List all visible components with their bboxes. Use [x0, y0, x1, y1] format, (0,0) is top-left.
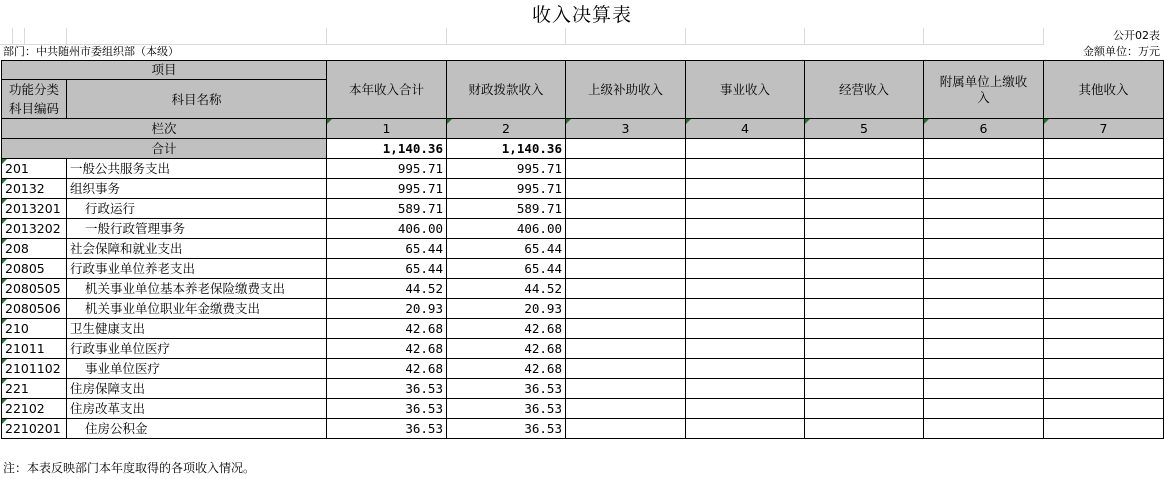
col-header-4: 事业收入: [686, 61, 805, 119]
row-code: 2013202: [2, 219, 67, 239]
row-subject-name: 机关事业单位基本养老保险缴费支出: [67, 279, 327, 299]
row-code: 2013201: [2, 199, 67, 219]
row-subject-name: 行政事业单位养老支出: [67, 259, 327, 279]
func-code-header: 功能分类科目编码: [2, 80, 67, 119]
row-value-total: 42.68: [327, 339, 447, 359]
row-value-affiliated: [924, 179, 1044, 199]
row-value-total: 65.44: [327, 239, 447, 259]
row-value-affiliated: [924, 259, 1044, 279]
row-value-other: [1044, 359, 1164, 379]
col-header-6: 附属单位上缴收入: [924, 61, 1044, 119]
row-subject-name: 住房公积金: [67, 419, 327, 439]
row-value-affiliated: [924, 339, 1044, 359]
row-value-superior: [566, 259, 686, 279]
form-code: 公开02表: [1113, 29, 1160, 42]
row-value-fiscal: 42.68: [447, 359, 566, 379]
col-header-2: 财政拨款收入: [447, 61, 566, 119]
row-subject-name: 行政运行: [67, 199, 327, 219]
row-value-operating: [805, 179, 924, 199]
row-value-affiliated: [924, 239, 1044, 259]
row-subject-name: 组织事务: [67, 179, 327, 199]
row-value-superior: [566, 419, 686, 439]
row-subject-name: 一般行政管理事务: [67, 219, 327, 239]
row-value-superior: [566, 159, 686, 179]
total-label: 合计: [2, 139, 327, 159]
row-code: 21011: [2, 339, 67, 359]
row-code: 2080505: [2, 279, 67, 299]
row-value-business: [686, 399, 805, 419]
row-value-operating: [805, 359, 924, 379]
row-value-affiliated: [924, 279, 1044, 299]
row-value-business: [686, 339, 805, 359]
row-value-total: 20.93: [327, 299, 447, 319]
row-value-total: 42.68: [327, 359, 447, 379]
row-index-5: 5: [805, 119, 924, 139]
row-code: 2210201: [2, 419, 67, 439]
row-index-1: 1: [327, 119, 447, 139]
row-value-fiscal: 65.44: [447, 259, 566, 279]
row-subject-name: 社会保障和就业支出: [67, 239, 327, 259]
row-value-operating: [805, 319, 924, 339]
row-value-affiliated: [924, 359, 1044, 379]
row-value-business: [686, 359, 805, 379]
row-index-7: 7: [1044, 119, 1164, 139]
row-code: 20132: [2, 179, 67, 199]
table-row: [2, 319, 1164, 339]
row-subject-name: 住房保障支出: [67, 379, 327, 399]
col-header-3: 上级补助收入: [566, 61, 686, 119]
row-value-business: [686, 259, 805, 279]
row-value-affiliated: [924, 199, 1044, 219]
row-code: 22102: [2, 399, 67, 419]
department-label: 部门：中共随州市委组织部（本级）: [3, 45, 179, 58]
row-value-total: 42.68: [327, 319, 447, 339]
row-value-business: [686, 299, 805, 319]
total-value-4: [686, 139, 805, 159]
row-value-superior: [566, 379, 686, 399]
row-value-other: [1044, 339, 1164, 359]
row-value-other: [1044, 159, 1164, 179]
table-row: [2, 159, 1164, 179]
row-value-business: [686, 199, 805, 219]
row-value-total: 995.71: [327, 179, 447, 199]
row-value-affiliated: [924, 299, 1044, 319]
row-value-operating: [805, 279, 924, 299]
row-value-total: 995.71: [327, 159, 447, 179]
table-row: [2, 279, 1164, 299]
total-value-3: [566, 139, 686, 159]
row-value-fiscal: 36.53: [447, 419, 566, 439]
table-row: [2, 359, 1164, 379]
row-value-other: [1044, 259, 1164, 279]
row-value-fiscal: 995.71: [447, 159, 566, 179]
row-value-operating: [805, 239, 924, 259]
row-value-other: [1044, 319, 1164, 339]
row-index-label: 栏次: [2, 119, 327, 139]
row-value-affiliated: [924, 319, 1044, 339]
row-value-other: [1044, 219, 1164, 239]
row-value-fiscal: 406.00: [447, 219, 566, 239]
row-code: 2101102: [2, 359, 67, 379]
table-row: [2, 199, 1164, 219]
total-value-2: 1,140.36: [447, 139, 566, 159]
row-value-fiscal: 995.71: [447, 179, 566, 199]
col-header-5: 经营收入: [805, 61, 924, 119]
row-value-superior: [566, 339, 686, 359]
row-value-affiliated: [924, 219, 1044, 239]
row-value-other: [1044, 379, 1164, 399]
row-value-fiscal: 36.53: [447, 379, 566, 399]
row-value-business: [686, 379, 805, 399]
row-value-business: [686, 419, 805, 439]
row-code: 2080506: [2, 299, 67, 319]
row-subject-name: 一般公共服务支出: [67, 159, 327, 179]
row-value-operating: [805, 379, 924, 399]
row-value-total: 406.00: [327, 219, 447, 239]
row-value-operating: [805, 299, 924, 319]
row-value-affiliated: [924, 399, 1044, 419]
row-code: 221: [2, 379, 67, 399]
row-value-other: [1044, 419, 1164, 439]
table-row: [2, 299, 1164, 319]
row-value-operating: [805, 399, 924, 419]
item-group-header: 项目: [2, 61, 327, 80]
row-index-3: 3: [566, 119, 686, 139]
row-value-operating: [805, 199, 924, 219]
row-value-superior: [566, 359, 686, 379]
row-value-affiliated: [924, 159, 1044, 179]
row-value-superior: [566, 179, 686, 199]
row-value-total: 44.52: [327, 279, 447, 299]
row-value-superior: [566, 319, 686, 339]
table-row: [2, 239, 1164, 259]
row-subject-name: 住房改革支出: [67, 399, 327, 419]
row-value-superior: [566, 239, 686, 259]
amount-unit-label: 金额单位：万元: [1083, 45, 1160, 58]
table-row: [2, 179, 1164, 199]
subject-name-header: 科目名称: [67, 80, 327, 119]
row-value-other: [1044, 179, 1164, 199]
row-value-affiliated: [924, 419, 1044, 439]
table-row: [2, 339, 1164, 359]
row-value-other: [1044, 299, 1164, 319]
row-value-fiscal: 65.44: [447, 239, 566, 259]
row-value-superior: [566, 399, 686, 419]
row-value-operating: [805, 259, 924, 279]
total-value-5: [805, 139, 924, 159]
row-value-superior: [566, 199, 686, 219]
table-row: [2, 259, 1164, 279]
table-row: [2, 379, 1164, 399]
blank-grid-row: [0, 28, 1164, 44]
table-row: [2, 219, 1164, 239]
row-value-operating: [805, 219, 924, 239]
row-value-fiscal: 20.93: [447, 299, 566, 319]
row-code: 210: [2, 319, 67, 339]
row-value-superior: [566, 279, 686, 299]
col-header-7: 其他收入: [1044, 61, 1164, 119]
total-value-6: [924, 139, 1044, 159]
total-value-7: [1044, 139, 1164, 159]
row-value-total: 65.44: [327, 259, 447, 279]
col-header-1: 本年收入合计: [327, 61, 447, 119]
row-value-total: 589.71: [327, 199, 447, 219]
row-value-total: 36.53: [327, 379, 447, 399]
row-subject-name: 事业单位医疗: [67, 359, 327, 379]
row-value-other: [1044, 279, 1164, 299]
row-index-6: 6: [924, 119, 1044, 139]
row-code: 201: [2, 159, 67, 179]
row-value-other: [1044, 199, 1164, 219]
row-code: 208: [2, 239, 67, 259]
row-index-4: 4: [686, 119, 805, 139]
row-subject-name: 卫生健康支出: [67, 319, 327, 339]
table-row: [2, 419, 1164, 439]
row-value-fiscal: 36.53: [447, 399, 566, 419]
row-value-fiscal: 42.68: [447, 319, 566, 339]
row-value-business: [686, 179, 805, 199]
row-value-operating: [805, 419, 924, 439]
row-value-superior: [566, 219, 686, 239]
row-value-business: [686, 239, 805, 259]
row-value-business: [686, 279, 805, 299]
row-value-superior: [566, 299, 686, 319]
row-value-business: [686, 219, 805, 239]
row-code: 20805: [2, 259, 67, 279]
row-value-total: 36.53: [327, 419, 447, 439]
table-row: [2, 399, 1164, 419]
row-value-affiliated: [924, 379, 1044, 399]
row-value-business: [686, 159, 805, 179]
page-title: 收入决算表: [531, 4, 632, 26]
row-value-fiscal: 589.71: [447, 199, 566, 219]
row-value-other: [1044, 239, 1164, 259]
table-note: 注：本表反映部门本年度取得的各项收入情况。: [3, 461, 256, 475]
row-value-fiscal: 42.68: [447, 339, 566, 359]
row-subject-name: 行政事业单位医疗: [67, 339, 327, 359]
row-value-other: [1044, 399, 1164, 419]
income-table: [1, 60, 1164, 439]
total-value-1: 1,140.36: [327, 139, 447, 159]
row-value-total: 36.53: [327, 399, 447, 419]
row-value-operating: [805, 159, 924, 179]
row-value-operating: [805, 339, 924, 359]
row-value-fiscal: 44.52: [447, 279, 566, 299]
row-value-business: [686, 319, 805, 339]
row-subject-name: 机关事业单位职业年金缴费支出: [67, 299, 327, 319]
row-index-2: 2: [447, 119, 566, 139]
